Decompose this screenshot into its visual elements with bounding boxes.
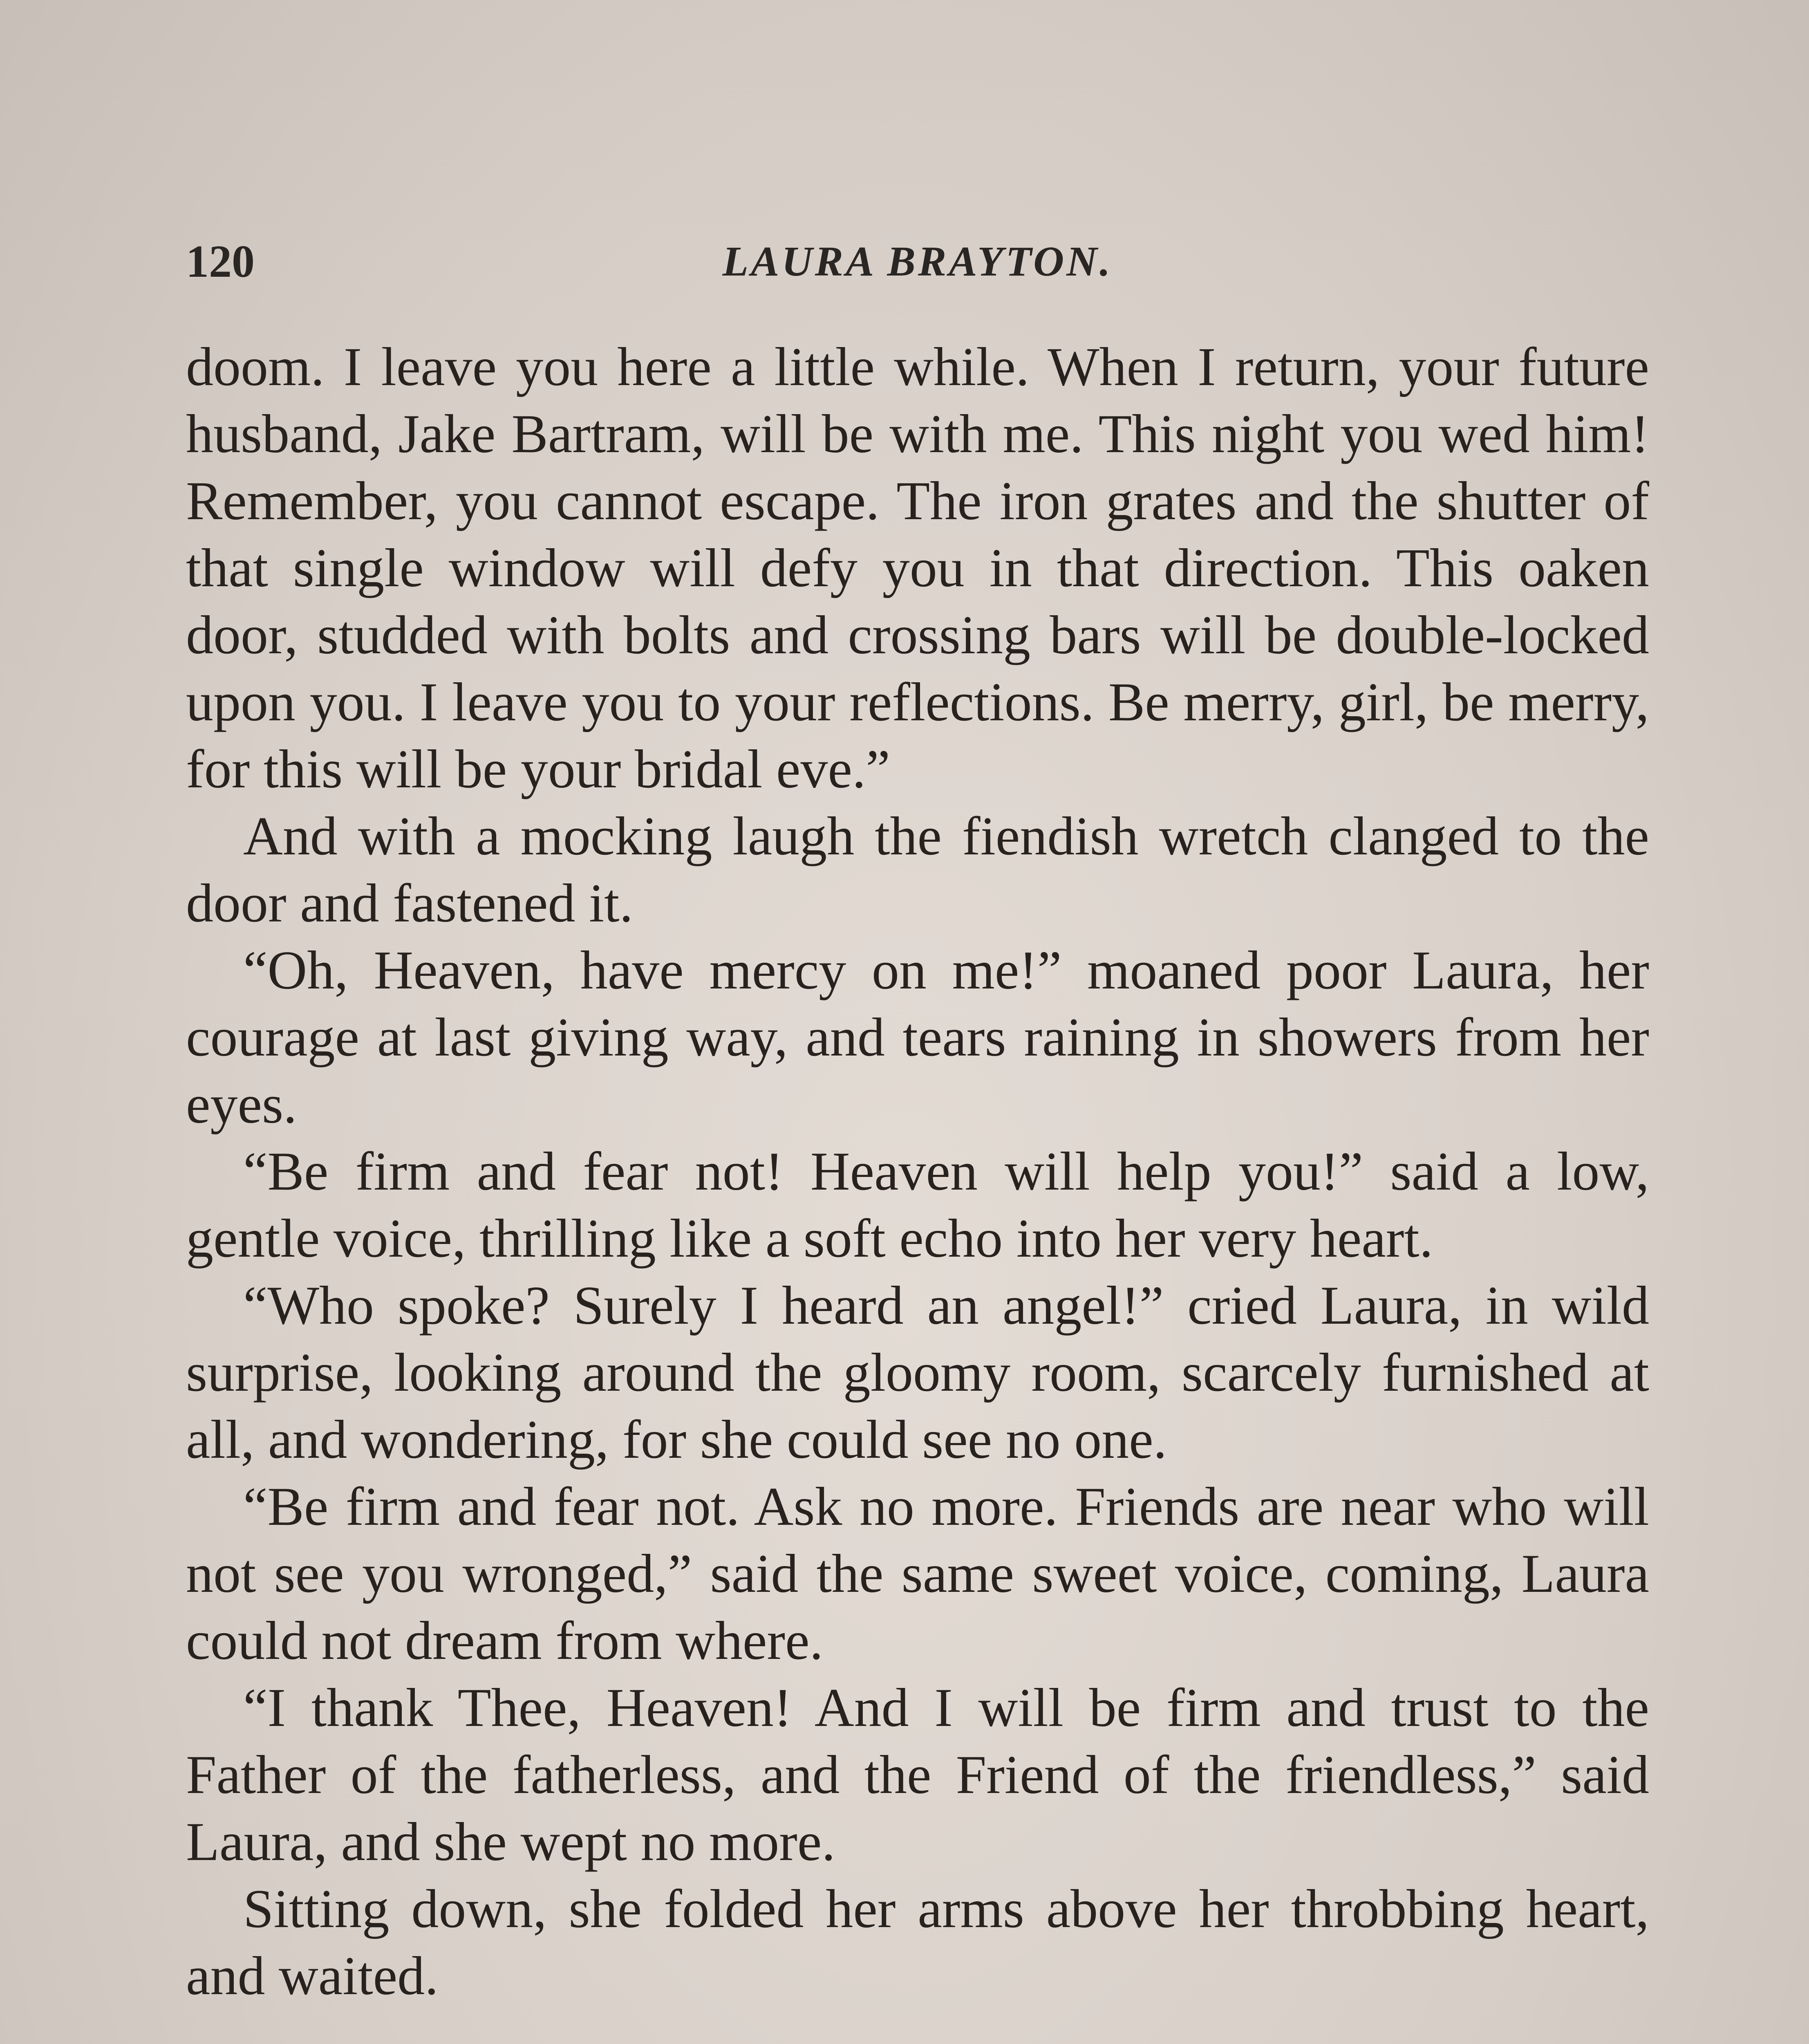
paragraph-6: “Be firm and fear not. Ask no more. Friends are near who will not see you wronged,” said the same sweet voice, coming, Laura could not dream from where. xyxy=(186,1476,1649,1671)
paragraph-7: “I thank Thee, Heaven! And I will be firm and trust to the Father of the fatherless, and the Friend of the friendless,” said Laura, and she wept no more. xyxy=(186,1677,1649,1872)
paragraph-2: And with a mocking laugh the fiendish wretch clanged to the door and fastened it. xyxy=(186,806,1649,933)
body-text xyxy=(186,333,1649,2009)
running-title: LAURA BRAYTON. xyxy=(722,238,1113,285)
paragraph-3: “Oh, Heaven, have mercy on me!” moaned poor Laura, her courage at last giving way, and tears raining in showers from her eyes. xyxy=(186,940,1649,1134)
page-header xyxy=(186,229,1649,303)
paragraph-8: Sitting down, she folded her arms above her throbbing heart, and waited. xyxy=(186,1878,1649,2006)
paragraph-1: doom. I leave you here a little while. When I return, your future husband, Jake Bartram, will be with me. This night you wed him! Remember, you cannot escape. The iron grates and the shutter of that single window will defy you in that direction. This oaken door, studded with bolts and crossing bars will be double-locked upon you. I leave you to your reflections. Be merry, girl, be merry, for this will be your bridal eve.” xyxy=(186,336,1649,799)
paragraph-5: “Who spoke? Surely I heard an angel!” cried Laura, in wild surprise, looking around the gloomy room, scarcely furnished at all, and wondering, for she could see no one. xyxy=(186,1275,1649,1470)
paragraph-4: “Be firm and fear not! Heaven will help you!” said a low, gentle voice, thrilling like a soft echo into her very heart. xyxy=(186,1141,1649,1269)
page-number: 120 xyxy=(186,236,255,287)
